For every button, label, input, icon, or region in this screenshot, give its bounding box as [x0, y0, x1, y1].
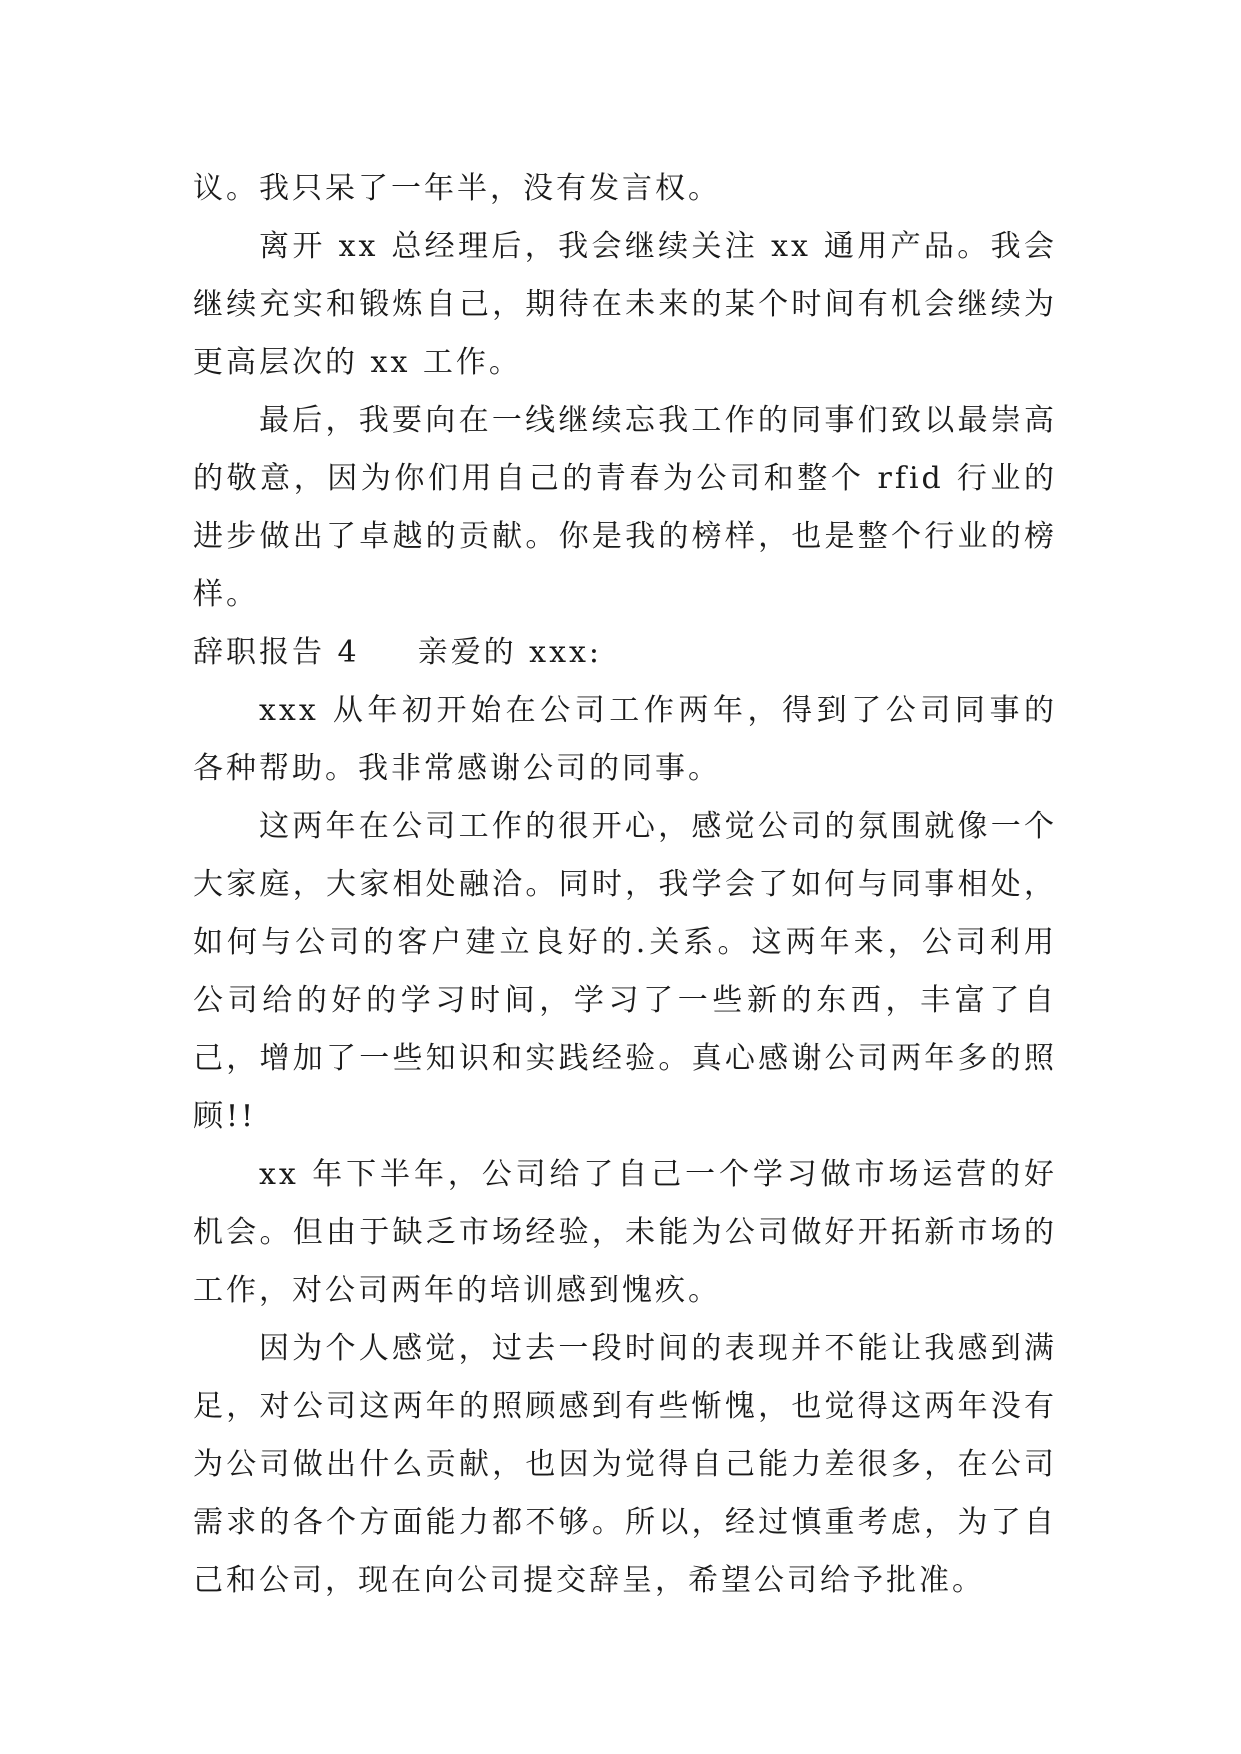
paragraph-gratitude: 这两年在公司工作的很开心，感觉公司的氛围就像一个大家庭，大家相处融洽。同时，我学会了如何与同事相处，如何与公司的客户建立良好的.关系。这两年来，公司利用公司给的好的学习时间，学习了一些新的东西，丰富了自己，增加了一些知识和实践经验。真心感谢公司两年多的照顾!! — [193, 809, 1057, 1134]
paragraph-continuation: 议。我只呆了一年半，没有发言权。 — [193, 171, 721, 206]
paragraph-intro: xxx 从年初开始在公司工作两年，得到了公司同事的各种帮助。我非常感谢公司的同事。 — [193, 693, 1057, 786]
paragraph-resignation-request: 因为个人感觉，过去一段时间的表现并不能让我感到满足，对公司这两年的照顾感到有些惭愧，也觉得这两年没有为公司做出什么贡献，也因为觉得自己能力差很多，在公司需求的各个方面能力都不够。所以，经过慎重考虑，为了自己和公司，现在向公司提交辞呈，希望公司给予批准。 — [193, 1331, 1057, 1598]
salutation: 亲爱的 xxx: — [417, 635, 603, 670]
document-body — [193, 160, 1057, 1610]
paragraph-regret: xx 年下半年，公司给了自己一个学习做市场运营的好机会。但由于缺乏市场经验，未能为公司做好开拓新市场的工作，对公司两年的培训感到愧疚。 — [193, 1157, 1057, 1308]
section-title: 辞职报告 4 — [193, 635, 360, 670]
section-heading — [193, 624, 1057, 682]
paragraph-closing-respect: 最后，我要向在一线继续忘我工作的同事们致以最崇高的敬意，因为你们用自己的青春为公司和整个 rfid 行业的进步做出了卓越的贡献。你是我的榜样，也是整个行业的榜样。 — [193, 403, 1057, 612]
paragraph-leaving-plan: 离开 xx 总经理后，我会继续关注 xx 通用产品。我会继续充实和锻炼自己，期待在未来的某个时间有机会继续为更高层次的 xx 工作。 — [193, 229, 1057, 380]
